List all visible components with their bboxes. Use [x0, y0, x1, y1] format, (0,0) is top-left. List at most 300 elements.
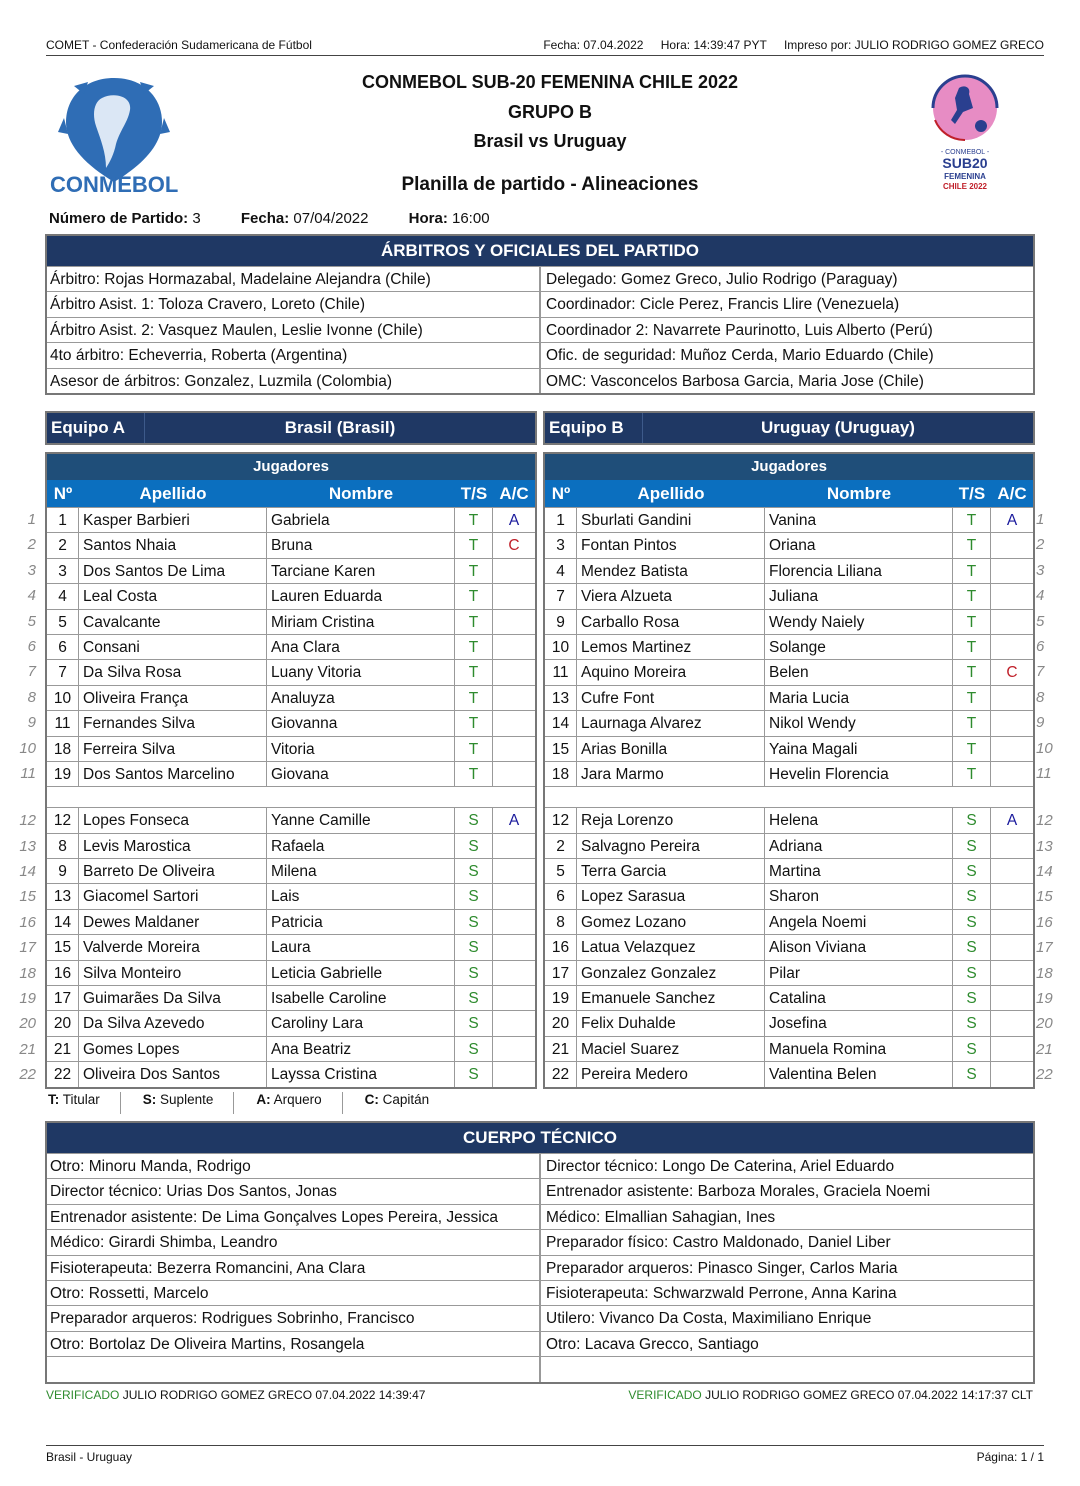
col-ac: A/C	[499, 484, 529, 503]
print-header	[46, 38, 1044, 56]
player-number: 17	[545, 961, 577, 985]
player-firstname: Tarciane Karen	[267, 559, 455, 583]
player-surname: Levis Marostica	[79, 834, 267, 858]
print-footer	[46, 1445, 1044, 1464]
match-date-label: Fecha:	[240, 210, 290, 227]
legend	[48, 1092, 471, 1114]
arquero-capitan	[493, 961, 535, 985]
player-number: 19	[47, 762, 79, 786]
row-index: 18	[1036, 964, 1053, 982]
row-index: 12	[1036, 812, 1053, 830]
player-surname: Jara Marmo	[577, 762, 765, 786]
row-index: 8	[1036, 688, 1045, 706]
verified-by: JULIO RODRIGO GOMEZ GRECO 07.04.2022 14:39:47	[122, 1388, 426, 1402]
titular-suplente: T	[953, 762, 991, 786]
svg-text:- CONMEBOL -: - CONMEBOL -	[940, 149, 990, 156]
row-index: 13	[19, 837, 36, 855]
arquero-capitan	[991, 986, 1033, 1010]
player-row	[47, 1036, 535, 1061]
player-row	[545, 909, 1033, 934]
row-index: 11	[20, 764, 36, 782]
arquero-capitan: A	[1006, 512, 1018, 529]
arquero-capitan	[991, 1062, 1033, 1086]
arquero-capitan	[493, 834, 535, 858]
player-firstname: Josefina	[765, 1011, 953, 1035]
player-number: 15	[545, 737, 577, 761]
player-number: 12	[47, 808, 79, 832]
player-surname: Giacomel Sartori	[79, 884, 267, 908]
player-row	[47, 761, 535, 786]
player-row	[545, 858, 1033, 883]
player-firstname: Lais	[267, 884, 455, 908]
arquero-capitan	[493, 884, 535, 908]
titular-suplente: S	[953, 808, 991, 832]
titular-suplente: S	[455, 935, 493, 959]
footer-match: Brasil - Uruguay	[46, 1450, 133, 1464]
arquero-capitan: C	[1006, 664, 1018, 682]
legend-key: T:	[48, 1092, 60, 1107]
player-firstname: Alison Viviana	[765, 935, 953, 959]
player-number: 20	[545, 1011, 577, 1035]
arquero-capitan	[991, 961, 1033, 985]
row-index: 6	[27, 637, 36, 655]
team-b-roster	[543, 452, 1035, 1089]
player-surname: Viera Alzueta	[577, 584, 765, 608]
player-firstname: Miriam Cristina	[267, 610, 455, 634]
titular-suplente: T	[455, 508, 493, 532]
titular-suplente: S	[455, 1062, 493, 1086]
player-row	[47, 710, 535, 735]
row-index: 5	[27, 612, 36, 630]
player-number: 3	[47, 559, 79, 583]
player-firstname: Laura	[267, 935, 455, 959]
player-firstname: Martina	[765, 859, 953, 883]
player-firstname: Vanina	[765, 508, 953, 532]
row-index: 2	[1036, 536, 1045, 554]
player-number: 11	[545, 660, 577, 684]
player-surname: Lemos Martinez	[577, 635, 765, 659]
arquero-capitan	[493, 737, 535, 761]
row-numbers-right	[1036, 507, 1058, 1088]
titular-suplente: T	[455, 610, 493, 634]
player-number: 18	[47, 737, 79, 761]
player-firstname: Sharon	[765, 884, 953, 908]
titular-suplente: S	[455, 961, 493, 985]
staff-left-row: Otro: Bortolaz De Oliveira Martins, Rosangela	[47, 1331, 540, 1356]
arquero-capitan	[991, 1037, 1033, 1061]
player-surname: Reja Lorenzo	[577, 808, 765, 832]
staff-left-row: Médico: Girardi Shimba, Leandro	[47, 1229, 540, 1254]
arquero-capitan	[493, 635, 535, 659]
team-a-header	[45, 411, 537, 445]
row-index: 7	[27, 663, 36, 681]
player-row	[545, 532, 1033, 557]
player-firstname: Layssa Cristina	[267, 1062, 455, 1086]
player-number: 10	[47, 686, 79, 710]
arquero-capitan	[493, 859, 535, 883]
team-b-name: Uruguay (Uruguay)	[761, 418, 915, 437]
player-surname: Fontan Pintos	[577, 533, 765, 557]
arquero-capitan	[991, 711, 1033, 735]
row-index: 11	[1036, 764, 1052, 782]
tournament-title: CONMEBOL SUB-20 FEMENINA CHILE 2022	[361, 72, 739, 92]
group-title: GRUPO B	[507, 102, 592, 122]
player-surname: Aquino Moreira	[577, 660, 765, 684]
player-row	[545, 883, 1033, 908]
arquero-capitan: A	[1006, 812, 1018, 830]
player-surname: Gonzalez Gonzalez	[577, 961, 765, 985]
row-index: 8	[27, 688, 36, 706]
titular-suplente: S	[953, 1011, 991, 1035]
arquero-capitan: A	[508, 812, 520, 830]
player-firstname: Valentina Belen	[765, 1062, 953, 1086]
legend-item	[48, 1092, 121, 1114]
player-number: 14	[545, 711, 577, 735]
player-number: 21	[545, 1037, 577, 1061]
player-surname: Arias Bonilla	[577, 737, 765, 761]
arquero-capitan	[991, 533, 1033, 557]
player-row	[545, 807, 1033, 832]
officials-left-row: Árbitro Asist. 1: Toloza Cravero, Loreto (Chile)	[47, 291, 540, 316]
row-index: 1	[1036, 511, 1045, 528]
player-firstname: Ana Clara	[267, 635, 455, 659]
player-number: 4	[47, 584, 79, 608]
player-number: 1	[47, 508, 79, 532]
player-row	[545, 1036, 1033, 1061]
col-nombre: Nombre	[328, 484, 394, 503]
player-surname: Consani	[79, 635, 267, 659]
player-row	[47, 558, 535, 583]
row-index: 17	[1036, 939, 1053, 957]
row-index: 20	[1036, 1015, 1053, 1033]
row-index: 7	[1036, 663, 1045, 681]
player-number: 13	[47, 884, 79, 908]
col-apellido: Apellido	[637, 484, 705, 503]
player-surname: Dewes Maldaner	[79, 910, 267, 934]
player-number: 22	[47, 1062, 79, 1086]
player-row	[47, 1061, 535, 1086]
titular-suplente: S	[455, 859, 493, 883]
player-firstname: Juliana	[765, 584, 953, 608]
player-row	[47, 934, 535, 959]
svg-text:CHILE 2022: CHILE 2022	[942, 182, 988, 191]
player-firstname: Angela Noemi	[765, 910, 953, 934]
titular-suplente: S	[455, 986, 493, 1010]
match-date: 07/04/2022	[293, 210, 369, 227]
player-row	[545, 736, 1033, 761]
titular-suplente: S	[953, 935, 991, 959]
player-number: 6	[545, 884, 577, 908]
match-number: 3	[192, 210, 201, 227]
player-number: 10	[545, 635, 577, 659]
team-b-label: Equipo B	[545, 413, 643, 443]
titular-suplente: T	[953, 635, 991, 659]
legend-item	[365, 1092, 450, 1114]
officials-left-row: Asesor de árbitros: Gonzalez, Luzmila (Colombia)	[47, 368, 540, 393]
player-firstname: Lauren Eduarda	[267, 584, 455, 608]
player-surname: Silva Monteiro	[79, 961, 267, 985]
player-firstname: Rafaela	[267, 834, 455, 858]
titular-suplente: S	[455, 884, 493, 908]
player-row	[47, 659, 535, 684]
officials-title: ÁRBITROS Y OFICIALES DEL PARTIDO	[47, 236, 1033, 266]
player-surname: Fernandes Silva	[79, 711, 267, 735]
row-numbers-left	[14, 507, 36, 1088]
row-index: 10	[19, 739, 36, 757]
row-index: 13	[1036, 837, 1053, 855]
print-time: Hora: 14:39:47 PYT	[660, 38, 767, 52]
player-row	[47, 583, 535, 608]
titular-suplente: S	[455, 834, 493, 858]
titular-suplente: T	[953, 584, 991, 608]
titular-suplente: S	[455, 910, 493, 934]
printed-by: Impreso por: JULIO RODRIGO GOMEZ GRECO	[783, 38, 1044, 52]
player-firstname: Ana Beatriz	[267, 1037, 455, 1061]
staff-right-row: Entrenador asistente: Barboza Morales, Graciela Noemi	[540, 1178, 1033, 1203]
player-surname: Leal Costa	[79, 584, 267, 608]
officials-left-row: Árbitro Asist. 2: Vasquez Maulen, Leslie Ivonne (Chile)	[47, 317, 540, 342]
player-surname: Latua Velazquez	[577, 935, 765, 959]
player-firstname: Solange	[765, 635, 953, 659]
player-surname: Laurnaga Alvarez	[577, 711, 765, 735]
player-firstname: Analuyza	[267, 686, 455, 710]
player-surname: Carballo Rosa	[577, 610, 765, 634]
arquero-capitan	[991, 584, 1033, 608]
column-headers	[47, 480, 535, 507]
row-index: 4	[27, 587, 36, 605]
row-index: 16	[19, 913, 36, 931]
staff-left-row: Director técnico: Urias Dos Santos, Jonas	[47, 1178, 540, 1203]
player-row	[545, 934, 1033, 959]
staff-right-row: Fisioterapeuta: Schwarzwald Perrone, Anna Karina	[540, 1280, 1033, 1305]
team-a-label: Equipo A	[47, 413, 145, 443]
legend-text: Titular	[62, 1092, 100, 1107]
player-number: 7	[545, 584, 577, 608]
officials-right-row: Coordinador 2: Navarrete Paurinotto, Luis Alberto (Perú)	[540, 317, 1033, 342]
player-surname: Barreto De Oliveira	[79, 859, 267, 883]
player-firstname: Giovanna	[267, 711, 455, 735]
player-firstname: Milena	[267, 859, 455, 883]
arquero-capitan	[493, 986, 535, 1010]
player-number: 8	[47, 834, 79, 858]
player-firstname: Adriana	[765, 834, 953, 858]
player-surname: Da Silva Azevedo	[79, 1011, 267, 1035]
player-number: 2	[47, 533, 79, 557]
titular-suplente: T	[953, 686, 991, 710]
legend-text: Capitán	[382, 1092, 430, 1107]
col-number: Nº	[551, 484, 571, 503]
player-row	[545, 685, 1033, 710]
titular-suplente: S	[953, 834, 991, 858]
titular-suplente: T	[455, 660, 493, 684]
titular-suplente: T	[455, 762, 493, 786]
verified-by: JULIO RODRIGO GOMEZ GRECO 07.04.2022 14:17:37 CLT	[705, 1388, 1033, 1402]
player-surname: Maciel Suarez	[577, 1037, 765, 1061]
row-index: 9	[1036, 714, 1045, 732]
row-index: 15	[19, 888, 36, 906]
player-row	[47, 609, 535, 634]
org-name: COMET - Confederación Sudamericana de Fútbol	[46, 38, 312, 52]
staff-right-row: Director técnico: Longo De Caterina, Ariel Eduardo	[540, 1153, 1033, 1178]
officials-right-row: Coordinador: Cicle Perez, Francis Llire (Venezuela)	[540, 291, 1033, 316]
match-time: 16:00	[452, 210, 490, 227]
player-surname: Gomes Lopes	[79, 1037, 267, 1061]
arquero-capitan	[991, 834, 1033, 858]
titular-suplente: S	[953, 884, 991, 908]
row-index: 21	[1036, 1040, 1053, 1058]
arquero-capitan: C	[508, 537, 520, 555]
row-index: 4	[1036, 587, 1045, 605]
titular-suplente: S	[953, 910, 991, 934]
titular-suplente: T	[953, 610, 991, 634]
row-index: 6	[1036, 637, 1045, 655]
row-index: 2	[27, 536, 36, 554]
player-firstname: Yanne Camille	[267, 808, 455, 832]
player-firstname: Hevelin Florencia	[765, 762, 953, 786]
player-row	[47, 883, 535, 908]
player-surname: Dos Santos De Lima	[79, 559, 267, 583]
row-index: 19	[19, 990, 36, 1008]
row-index: 19	[1036, 990, 1053, 1008]
row-index: 3	[27, 561, 36, 579]
document-title: Planilla de partido - Alineaciones	[401, 174, 699, 195]
row-index: 22	[19, 1066, 36, 1084]
player-surname: Gomez Lozano	[577, 910, 765, 934]
arquero-capitan	[991, 1011, 1033, 1035]
player-row	[545, 659, 1033, 684]
player-surname: Terra Garcia	[577, 859, 765, 883]
arquero-capitan	[493, 559, 535, 583]
staff-left-row: Fisioterapeuta: Bezerra Romancini, Ana Clara	[47, 1255, 540, 1280]
arquero-capitan	[991, 935, 1033, 959]
player-number: 5	[47, 610, 79, 634]
legend-key: S:	[142, 1092, 157, 1107]
player-row	[545, 960, 1033, 985]
row-index: 10	[1036, 739, 1053, 757]
titular-suplente: T	[953, 737, 991, 761]
match-info	[49, 210, 490, 227]
player-row	[47, 532, 535, 557]
player-number: 2	[545, 834, 577, 858]
player-row	[47, 736, 535, 761]
row-index: 3	[1036, 561, 1045, 579]
sub20-femenina-logo	[925, 68, 1005, 198]
separator-row	[545, 786, 1033, 807]
player-firstname: Patricia	[267, 910, 455, 934]
col-nombre: Nombre	[826, 484, 892, 503]
player-firstname: Giovana	[267, 762, 455, 786]
arquero-capitan	[493, 610, 535, 634]
player-firstname: Catalina	[765, 986, 953, 1010]
player-surname: Oliveira Dos Santos	[79, 1062, 267, 1086]
arquero-capitan	[493, 1011, 535, 1035]
titular-suplente: T	[953, 508, 991, 532]
row-index: 21	[19, 1040, 36, 1058]
staff-left-row: Otro: Minoru Manda, Rodrigo	[47, 1153, 540, 1178]
player-number: 4	[545, 559, 577, 583]
player-row	[47, 807, 535, 832]
player-surname: Da Silva Rosa	[79, 660, 267, 684]
arquero-capitan	[493, 584, 535, 608]
player-number: 16	[47, 961, 79, 985]
arquero-capitan	[493, 935, 535, 959]
player-firstname: Yaina Magali	[765, 737, 953, 761]
staff-right-row: Utilero: Vivanco Da Costa, Maximiliano Enrique	[540, 1305, 1033, 1330]
player-row	[47, 833, 535, 858]
titular-suplente: S	[953, 961, 991, 985]
player-row	[545, 1061, 1033, 1086]
staff-right-row	[540, 1356, 1033, 1381]
titular-suplente: T	[953, 660, 991, 684]
player-firstname: Vitoria	[267, 737, 455, 761]
staff-right-row: Preparador físico: Castro Maldonado, Daniel Liber	[540, 1229, 1033, 1254]
row-index: 16	[1036, 913, 1053, 931]
player-row	[545, 710, 1033, 735]
verified-status: VERIFICADO	[628, 1388, 702, 1402]
player-row	[545, 609, 1033, 634]
player-number: 5	[545, 859, 577, 883]
player-number: 9	[47, 859, 79, 883]
player-firstname: Isabelle Caroline	[267, 986, 455, 1010]
player-number: 20	[47, 1011, 79, 1035]
staff-right-row: Preparador arqueros: Pinasco Singer, Carlos Maria	[540, 1255, 1033, 1280]
player-number: 11	[47, 711, 79, 735]
player-number: 21	[47, 1037, 79, 1061]
row-index: 22	[1036, 1066, 1053, 1084]
arquero-capitan	[493, 660, 535, 684]
conmebol-logo	[44, 72, 184, 197]
player-row	[47, 858, 535, 883]
titular-suplente: T	[455, 686, 493, 710]
player-surname: Salvagno Pereira	[577, 834, 765, 858]
titular-suplente: T	[953, 711, 991, 735]
titular-suplente: S	[953, 986, 991, 1010]
player-number: 14	[47, 910, 79, 934]
titular-suplente: T	[455, 635, 493, 659]
row-index: 14	[19, 863, 36, 881]
officials-left-row: Árbitro: Rojas Hormazabal, Madelaine Alejandra (Chile)	[47, 266, 540, 291]
legend-key: C:	[364, 1092, 379, 1107]
officials-right-row: OMC: Vasconcelos Barbosa Garcia, Maria Jose (Chile)	[540, 368, 1033, 393]
player-surname: Mendez Batista	[577, 559, 765, 583]
player-row	[47, 960, 535, 985]
staff-left-row: Preparador arqueros: Rodrigues Sobrinho, Francisco	[47, 1305, 540, 1330]
player-row	[545, 985, 1033, 1010]
legend-key: A:	[256, 1092, 271, 1107]
player-firstname: Manuela Romina	[765, 1037, 953, 1061]
player-surname: Valverde Moreira	[79, 935, 267, 959]
match-title: Brasil vs Uruguay	[473, 131, 627, 151]
player-row	[545, 507, 1033, 532]
svg-text:- CONMEBOL -: - CONMEBOL -	[44, 172, 184, 197]
player-row	[545, 558, 1033, 583]
player-row	[47, 507, 535, 532]
titular-suplente: T	[455, 711, 493, 735]
player-surname: Santos Nhaia	[79, 533, 267, 557]
player-number: 13	[545, 686, 577, 710]
player-number: 6	[47, 635, 79, 659]
player-row	[545, 761, 1033, 786]
player-number: 1	[545, 508, 577, 532]
titular-suplente: T	[953, 533, 991, 557]
arquero-capitan	[991, 910, 1033, 934]
titular-suplente: T	[953, 559, 991, 583]
col-apellido: Apellido	[139, 484, 207, 503]
arquero-capitan	[991, 762, 1033, 786]
player-row	[47, 1010, 535, 1035]
arquero-capitan	[493, 686, 535, 710]
player-firstname: Pilar	[765, 961, 953, 985]
